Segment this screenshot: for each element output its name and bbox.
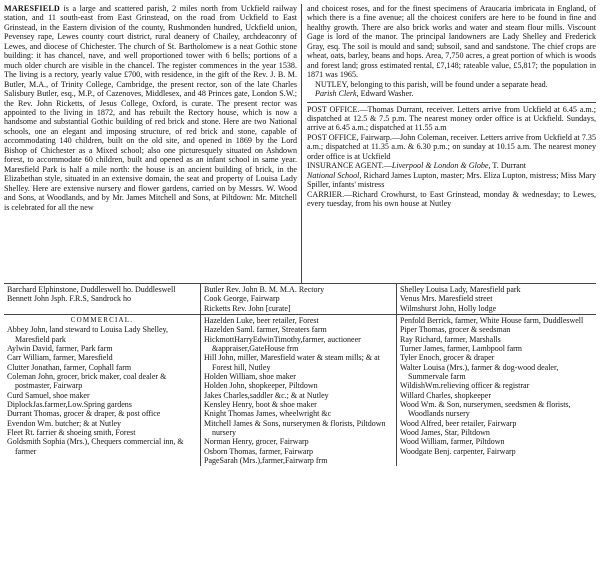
post-office-fairwarp-lead: POST OFFICE,	[307, 132, 359, 142]
directory-page	[4, 4, 596, 559]
parish-description	[4, 4, 596, 283]
list-item: Carr William, farmer, Maresfield	[7, 353, 113, 363]
carrier-text: —Richard Crowhurst, to East Grinstead, monday & wednesday; to Lewes, every tuesday, from his own house at Nutley	[307, 189, 596, 209]
national-school-text: Richard James Lupton, master; Mrs. Eliza Lupton, mistress; Miss Mary Spiller, infants' mistress	[307, 170, 596, 190]
list-item: Woodgate Benj. carpenter, Fairwarp	[400, 446, 516, 456]
list-item: Wilmshurst John, Holly lodge	[400, 303, 497, 313]
private-residents	[4, 283, 596, 314]
list-item: Cook George, Fairwarp	[204, 294, 280, 304]
list-item: Abbey John, land steward to Louisa Lady Shelley, Maresfield park	[7, 325, 169, 344]
list-item: Clutter Jonathan, farmer, Cophall farm	[7, 362, 132, 372]
list-item: Holden John, shopkeeper, Piltdown	[204, 381, 318, 391]
national-school-entry	[307, 171, 596, 190]
list-item: Hill John, miller, Maresfield water & steam mills; & at Forest hill, Nutley	[204, 353, 380, 372]
nutley-text: belonging to this parish, will be found under a separate head.	[348, 79, 548, 89]
parish-intro	[4, 4, 297, 212]
private-col-3	[396, 284, 596, 314]
commercial-directory	[4, 314, 596, 467]
list-item: HickmottHarryEdwinTimothy,farmer, auctioneer &appraiser,GateHouse frm	[204, 334, 361, 353]
section-divider	[307, 102, 596, 103]
list-item: Evendon Wm. butcher; & at Nutley	[7, 418, 122, 428]
list-item: Norman Henry, grocer, Fairwarp	[204, 437, 309, 447]
list-item: Durrant Thomas, grocer & draper, & post office	[7, 409, 161, 419]
list-item: WildishWm.relieving officer & registrar	[400, 381, 530, 391]
insurance-agent-entry	[307, 161, 596, 170]
list-item: Mitchell James & Sons, nurserymen & florists, Piltdown nursery	[204, 418, 386, 438]
parish-continued: and choicest roses, and for the finest specimens of Araucaria imbricata in England, of which there is a fine avenue; all the choicest conifers are here to be found in fine and healthy growth. There are also brick works and water and steam flour mills. Viscount Gage is lord of the manor. The principal landowners are Lady Shelley and Frederick Gray, esq. The soil is mould and sand; subsoil, sand and sandstone. The chief crops are wheat, oats, barley, beans and hops. Area, 7,750 acres, a great portion of which is woods and forest land; gross estimated rental, £7,148; rateable value, £5,817; the population in 1871 was 1965.	[307, 4, 596, 80]
right-column	[302, 4, 596, 283]
list-item: Turner James, farmer, Lambpool farm	[400, 343, 523, 353]
parish-name: MARESFIELD	[4, 4, 60, 13]
post-office-text: —Thomas Durrant, receiver. Letters arrive from Uckfield at 6.45 a.m.; dispatched at 12.5 & 7.5 p.m. The nearest money order office is at Uckfield. Sundays, arrive at 6.45 a.m.; dispatched at 11.55 a.m	[307, 104, 597, 133]
list-item: Ricketts Rev. John [curate]	[204, 303, 291, 313]
parish-clerk-name: Edward Washer.	[358, 89, 414, 99]
list-item: Shelley Louisa Lady, Maresfield park	[400, 285, 521, 294]
list-item: Aylwin David, farmer, Park farm	[7, 343, 113, 353]
list-item: Holden William, shoe maker	[204, 371, 296, 381]
post-office-entry	[307, 105, 596, 133]
national-school-label: National School,	[307, 170, 362, 180]
insurance-agent-dash: —	[383, 161, 392, 171]
list-item: Wood James, Star, Piltdown	[400, 428, 490, 438]
list-item: Fleet Rt. farrier & shoeing smith, Forest	[7, 428, 136, 438]
post-office-fairwarp-entry	[307, 133, 596, 161]
list-item: Curd Samuel, shoe maker	[7, 390, 90, 400]
parish-clerk-label: Parish Clerk,	[315, 89, 359, 99]
left-column	[4, 4, 302, 283]
private-col-1	[4, 284, 200, 314]
post-office-lead: POST OFFICE.	[307, 104, 360, 114]
commercial-col-2	[200, 315, 396, 467]
parish-clerk	[307, 89, 596, 98]
list-item: Osborn Thomas, farmer, Fairwarp	[204, 446, 314, 456]
list-item: Willard Charles, shopkeeper	[400, 390, 491, 400]
commercial-heading: COMMERCIAL.	[70, 315, 134, 324]
list-item: Jakes Charles,saddler &c.; & at Nutley	[204, 390, 329, 400]
list-item: Coleman John, grocer, brick maker, coal dealer & postmaster, Fairwarp	[7, 371, 167, 391]
list-item: Goldsmith Sophia (Mrs.), Chequers commercial inn, & farmer	[7, 437, 184, 456]
list-item: Bennett John Jsph. F.R.S, Sandrock ho	[7, 294, 132, 304]
nutley-note	[307, 80, 596, 89]
post-office-fairwarp-text: Fairwarp.—John Coleman, receiver. Letters arrive from Uckfield at 7.35 a.m.; dispatched at 11.35 a.m. & 6.30 p.m.; on sunday at 10.15 a.m. The nearest money order office is at Uckfield	[307, 132, 596, 161]
commercial-col-1	[4, 315, 200, 467]
nutley-lead: NUTLEY,	[315, 79, 349, 89]
insurance-agent-name: T. Durrant	[490, 161, 526, 171]
list-item: Hazelden Saml. farmer, Streaters farm	[204, 325, 327, 335]
insurance-company: Liverpool & London & Globe,	[391, 161, 491, 171]
private-col-2	[200, 284, 396, 314]
list-item: Knight Thomas James, wheelwright &c	[204, 409, 332, 419]
list-item: Ray Richard, farmer, Marshalls	[400, 334, 501, 344]
list-item: Wood William, farmer, Piltdown	[400, 437, 505, 447]
parish-intro-text: is a large and scattered parish, 2 miles north from Uckfield railway station, and 11 south-east from East Grinstead, on the road from Uckfield to East Grinstead, in the Eastern division of the county, Rushmonden hundred, Uckfield union, Pevensey rape, Lewes county court district, rural deanery of Chailey, archdeaconry of Lewes, and diocese of Chichester. The church of St. Bartholomew is a neat Gothic stone building: it has chancel, nave, and well proportioned tower with 6 bells; portions of a much older church are visible in the chancel. The register commences in the year 1538. The living is a rectory, yearly value £700, with residence, in the gift of the Rev. J. B. M. Butler, M.A., of Trinity College, Cambridge, the present rector, son of the late Charles Salisbury Butler, esq., M.P., of Cazenoves, Middlesex, and 48 Princes gate, London S.W.; the Rev. John Ricketts, of Jesus College, Oxford, is curate. The present rector was appointed to the living in 1872, and has rebuilt the Rectory house, which is now a handsome and substantial Gothic building of red brick and stone. Here are two National schools, one an elegant and imposing structure, of red brick and stone, capable of accommodating 140 children, built on the old site, and opened in 1869 by the Lord Bishop of Chichester as a Mixed school; also one picturesquely situated on Ashdown forest, to accommodate 60 children, built and opened as an infant school in same year. Maresfield Park is half a mile north: the house is an ancient building of brick, in the Elizabethan style, situated in an extensive domain, the seat and property of Louisa Lady Shelley. Here are extensive nursery and flower gardens, carried on by Messrs. W. Wood and Sons, at Woodlands, and by Mr. James Mitchell and Sons, at Piltdown: Mr. Mitchell is celebrated for all the new	[4, 4, 297, 212]
list-item: Kensley Henry, boot & shoe maker	[204, 399, 317, 409]
list-item: PageSarah (Mrs.),farmer,Fairwarp frm	[204, 456, 328, 466]
commercial-col-3	[396, 315, 596, 467]
list-item: DiplockJas.farmer,Low.Spring gardens	[7, 399, 132, 409]
carrier-entry	[307, 190, 596, 209]
list-item: Piper Thomas, grocer & seedsman	[400, 325, 511, 335]
list-item: Venus Mrs. Maresfield street	[400, 294, 493, 304]
list-item: Barchard Elphinstone, Duddleswell ho. Duddleswell	[7, 285, 176, 294]
list-item: Hazelden Luke, beer retailer, Forest	[204, 315, 319, 325]
list-item: Tyler Enoch, grocer & draper	[400, 353, 495, 363]
list-item: Penfold Berrick, farmer, White House farm, Duddleswell	[400, 315, 584, 325]
list-item: Wood Alfred, beer retailer, Fairwarp	[400, 418, 517, 428]
carrier-lead: CARRIER.	[307, 189, 345, 199]
insurance-agent-lead: INSURANCE AGENT.	[307, 161, 384, 171]
list-item: Butler Rev. John B. M. M.A. Rectory	[204, 285, 325, 294]
list-item: Wood Wm. & Son, nurserymen, seedsmen & florists, Woodlands nursery	[400, 399, 571, 419]
list-item: Walter Louisa (Mrs.), farmer & dog-wood dealer, Summervale farm	[400, 362, 559, 381]
